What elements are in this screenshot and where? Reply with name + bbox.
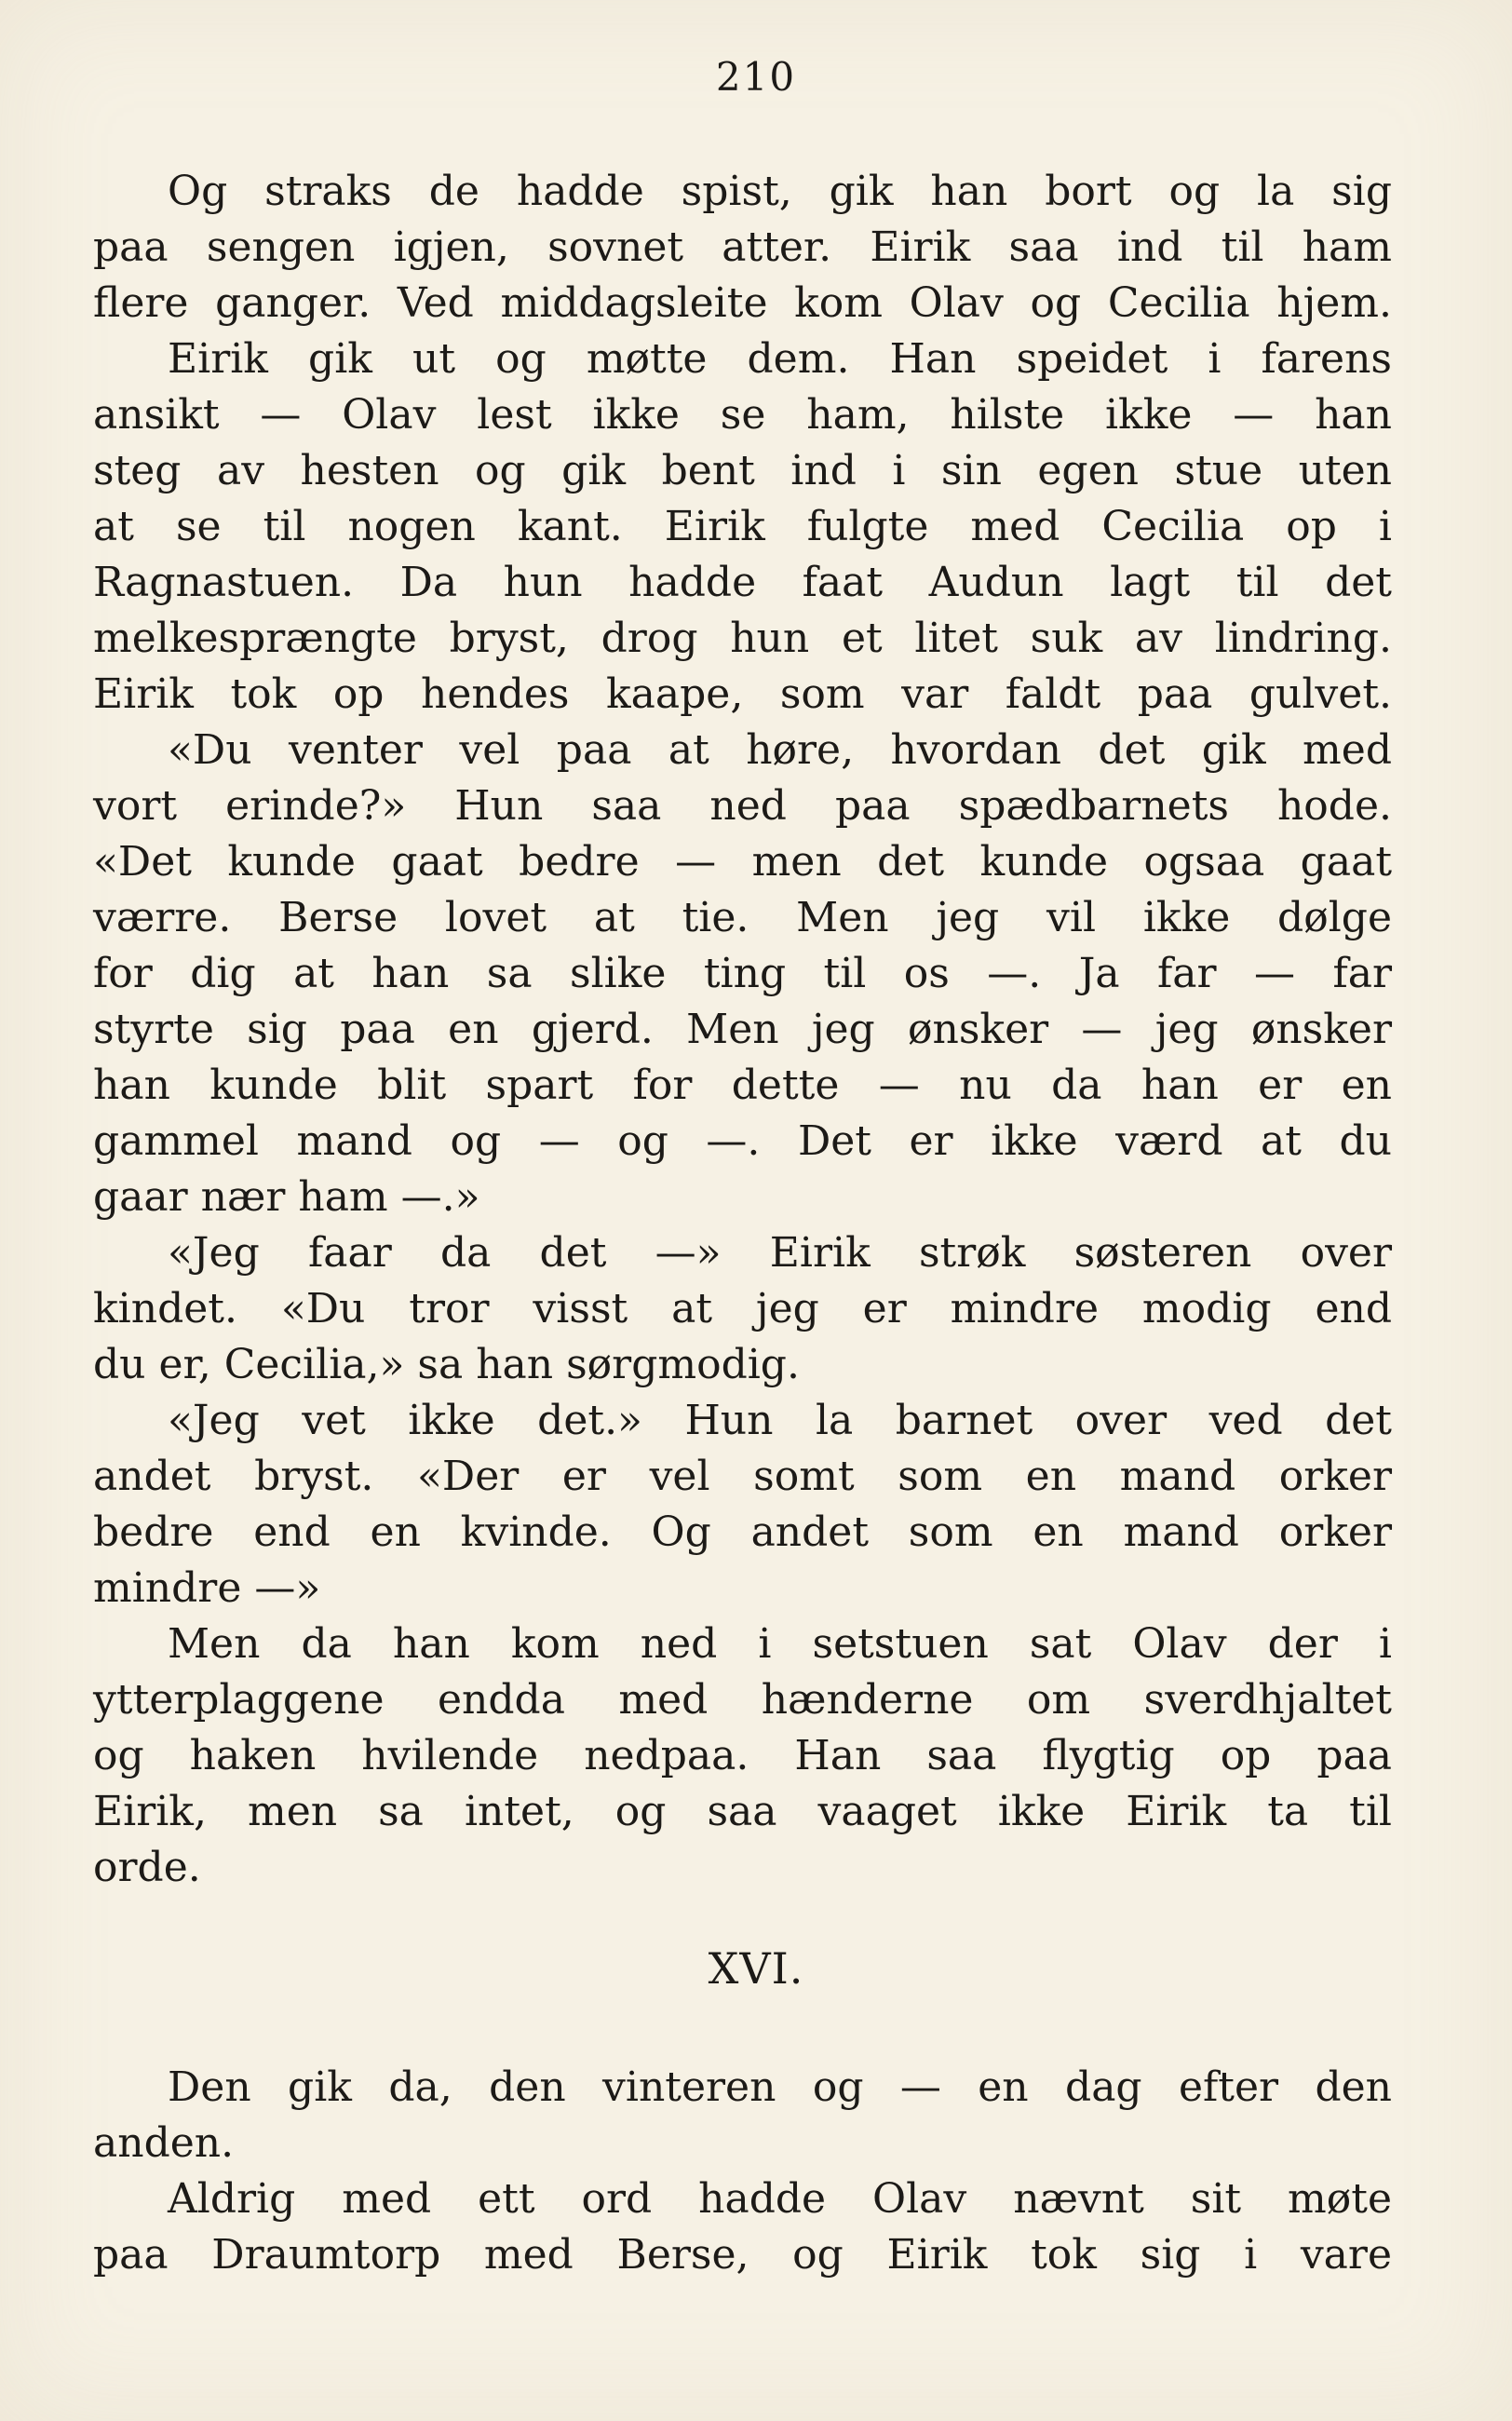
text-line: gammel mand og — og —. Det er ikke værd at du	[93, 1117, 1392, 1165]
text-line: melkesprængte bryst, drog hun et litet suk av lindring.	[93, 615, 1392, 662]
text-line: bedre end en kvinde. Og andet som en mand orker	[93, 1508, 1392, 1556]
text-line: orde.	[93, 1844, 201, 1891]
text-line: Eirik gik ut og møtte dem. Han speidet i farens	[168, 335, 1392, 383]
text-line: vort erinde?» Hun saa ned paa spædbarnets hode.	[93, 782, 1392, 830]
text-line: paa sengen igjen, sovnet atter. Eirik saa ind til ham	[93, 223, 1392, 271]
text-line: gaar nær ham —.»	[93, 1173, 480, 1221]
text-line: anden.	[93, 2119, 235, 2167]
text-line: værre. Berse lovet at tie. Men jeg vil ikke dølge	[93, 894, 1392, 941]
text-line: du er, Cecilia,» sa han sørgmodig.	[93, 1341, 800, 1388]
text-line: han kunde blit spart for dette — nu da han er en	[93, 1062, 1392, 1109]
text-line: paa Draumtorp med Berse, og Eirik tok sig i vare	[93, 2231, 1392, 2279]
text-line: at se til nogen kant. Eirik fulgte med Cecilia op i	[93, 503, 1392, 550]
text-line: steg av hesten og gik bent ind i sin egen stue uten	[93, 447, 1392, 494]
page-number: 210	[715, 54, 797, 100]
text-line: Ragnastuen. Da hun hadde faat Audun lagt til det	[93, 559, 1392, 606]
text-line: «Du venter vel paa at høre, hvordan det gik med	[168, 726, 1392, 774]
text-line: kindet. «Du tror visst at jeg er mindre modig end	[93, 1285, 1392, 1332]
text-line: ansikt — Olav lest ikke se ham, hilste ikke — han	[93, 391, 1392, 439]
text-line: flere ganger. Ved middagsleite kom Olav og Cecilia hjem.	[93, 279, 1392, 327]
text-line: Og straks de hadde spist, gik han bort og la sig	[168, 168, 1392, 215]
text-line: Aldrig med ett ord hadde Olav nævnt sit møte	[168, 2175, 1392, 2223]
text-line: mindre —»	[93, 1564, 321, 1612]
text-line: «Jeg faar da det —» Eirik strøk søsteren over	[168, 1229, 1392, 1277]
text-line: «Det kunde gaat bedre — men det kunde ogsaa gaat	[93, 838, 1392, 886]
chapter-heading: XVI.	[708, 1943, 804, 1994]
text-line: Eirik tok op hendes kaape, som var faldt paa gulvet.	[93, 670, 1392, 718]
text-line: styrte sig paa en gjerd. Men jeg ønsker — jeg ønsker	[93, 1006, 1392, 1053]
text-line: «Jeg vet ikke det.» Hun la barnet over ved det	[168, 1397, 1392, 1444]
text-line: Men da han kom ned i setstuen sat Olav der i	[168, 1620, 1392, 1668]
body-text-section-1	[93, 164, 1392, 1896]
text-line: Den gik da, den vinteren og — en dag efter den	[168, 2063, 1392, 2111]
text-line: ytterplaggene endda med hænderne om sverdhjaltet	[93, 1676, 1392, 1724]
body-text-section-2	[93, 2060, 1392, 2283]
text-line: for dig at han sa slike ting til os —. Ja far — far	[93, 950, 1392, 997]
text-line: andet bryst. «Der er vel somt som en mand orker	[93, 1453, 1392, 1500]
text-line: Eirik, men sa intet, og saa vaaget ikke Eirik ta til	[93, 1788, 1392, 1835]
text-line: og haken hvilende nedpaa. Han saa flygtig op paa	[93, 1732, 1392, 1779]
